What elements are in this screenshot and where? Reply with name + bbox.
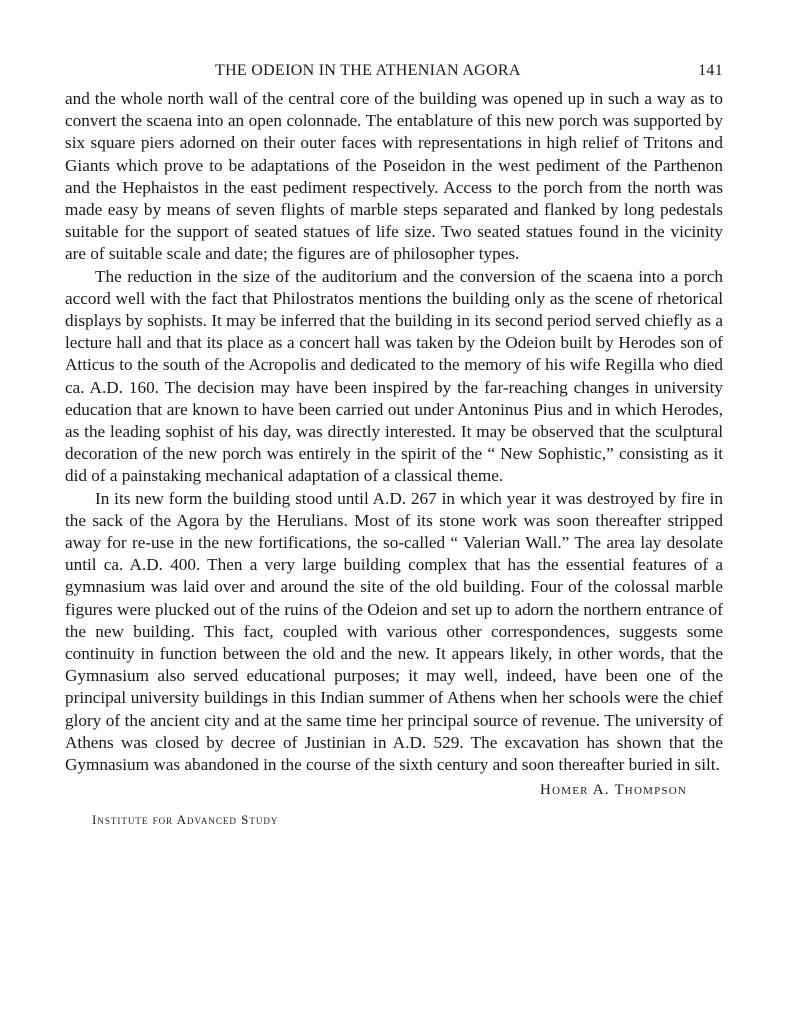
paragraph-1: and the whole north wall of the central core of the building was opened up in such a way as to convert the scaena into an open colonnade. The entablature of this new porch was supported by six square piers adorned on their outer faces with representations in high relief of Tritons and Giants which prove to be adaptations of the Poseidon in the west pediment of the Parthenon and the Hephaistos in the east pediment respectively. Access to the porch from the north was made easy by means of seven flights of marble steps separated and flanked by long pedestals suitable for the support of seated statues of life size. Two seated statues found in the vicinity are of suitable scale and date; the figures are of philosopher types. <box>65 89 723 264</box>
body-text <box>65 88 723 776</box>
paragraph-3: In its new form the building stood until A.D. 267 in which year it was destroyed by fire in the sack of the Agora by the Herulians. Most of its stone work was soon thereafter stripped away for re-use in the new fortifications, the so-called “ Valerian Wall.” The area lay desolate until ca. A.D. 400. Then a very large building complex that has the essential features of a gymnasium was laid over and around the site of the old building. Four of the colossal marble figures were plucked out of the ruins of the Odeion and set up to adorn the northern entrance of the new building. This fact, coupled with various other correspondences, suggests some continuity in function between the old and the new. It appears likely, in other words, that the Gymnasium also served educational purposes; it may well, indeed, have been one of the principal university buildings in this Indian summer of Athens when her schools were the chief glory of the ancient city and at the same time her principal source of revenue. The university of Athens was closed by decree of Justinian in A.D. 529. The excavation has shown that the Gymnasium was abandoned in the course of the sixth century and soon thereafter buried in silt. <box>65 488 723 775</box>
author-signature: Homer A. Thompson <box>540 782 687 799</box>
author-institution: Institute for Advanced Study <box>92 812 279 828</box>
page-number: 141 <box>698 62 723 79</box>
running-title: THE ODEION IN THE ATHENIAN AGORA <box>215 62 521 79</box>
document-page <box>65 58 723 828</box>
paragraph-2: The reduction in the size of the auditorium and the conversion of the scaena into a porch accord well with the fact that Philostratos mentions the building only as the scene of rhetorical displays by sophists. It may be inferred that the building in its second period served chiefly as a lecture hall and that its place as a concert hall was taken by the Odeion built by Herodes son of Atticus to the south of the Acropolis and dedicated to the memory of his wife Regilla who died ca. A.D. 160. The decision may have been inspired by the far-reaching changes in university education that are known to have been carried out under Antoninus Pius and in which Herodes, as the leading sophist of his day, was directly interested. It may be observed that the sculptural decoration of the new porch was entirely in the spirit of the “ New Sophistic,” consisting as it did of a painstaking mechanical adaptation of a classical theme. <box>65 266 723 486</box>
running-head <box>65 58 723 88</box>
